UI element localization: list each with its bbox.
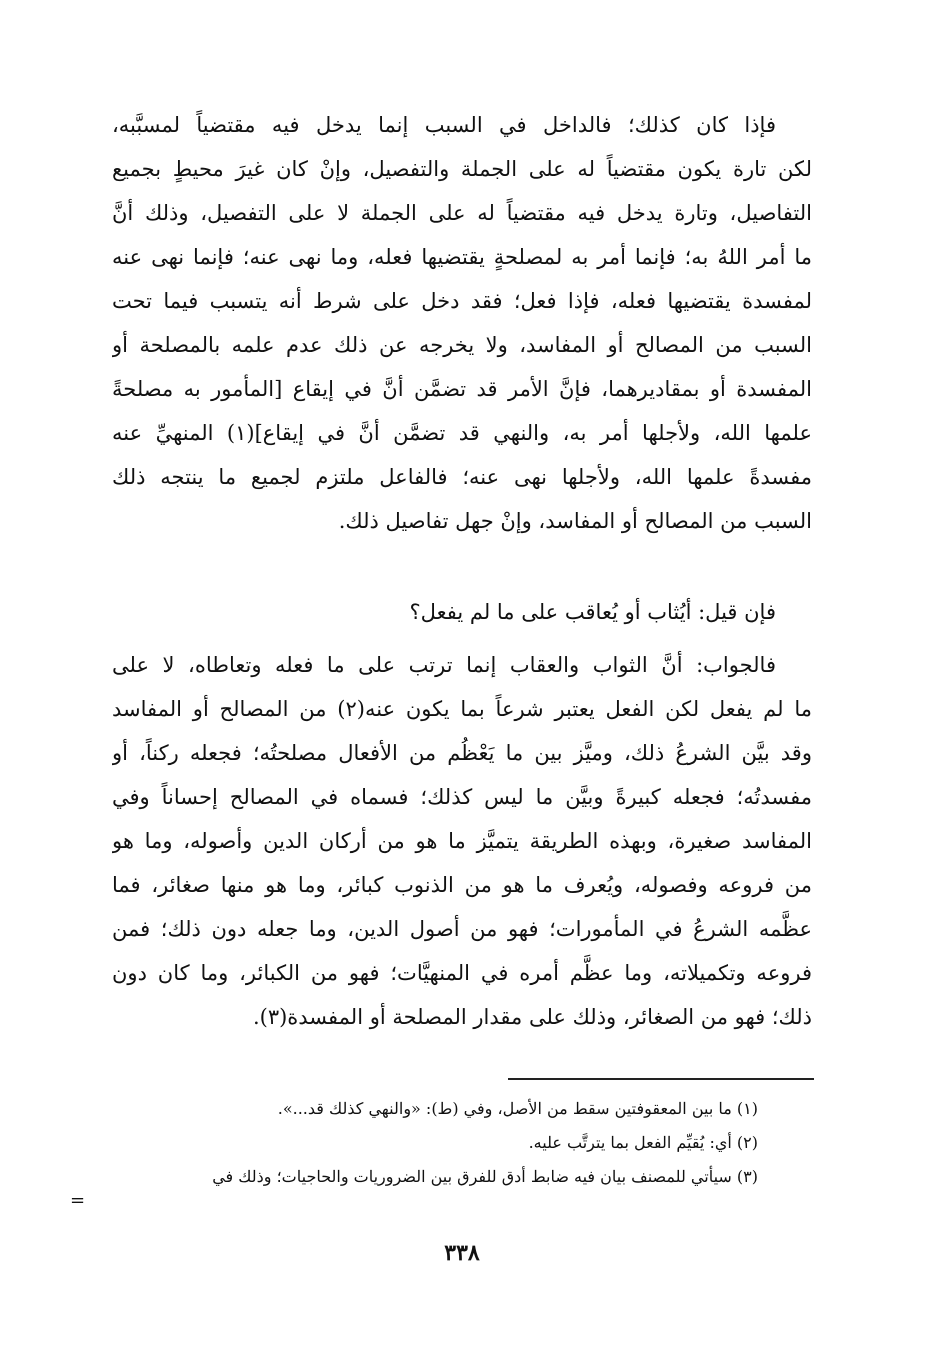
footnote-2: (٢) أي: يُقيِّم الفعل بما يترتَّب عليه. [528,1133,758,1152]
text-line: مفسدةً علمها الله، ولأجلها نهى عنه؛ فالفاعل ملتزم لجميع ما ينتجه ذلك [112,465,812,489]
footnotes [112,1092,758,1194]
text-line: فإذا كان كذلك؛ فالداخل في السبب إنما يدخل فيه مقتضياً لمسبَّبه، [112,113,776,137]
text-line: ما لم يفعل لكن الفعل يعتبر شرعاً بما يكون عنه(٢) من المصالح أو المفاسد [112,697,812,721]
text-line: مفسدتُه؛ فجعله كبيرةً وبيَّن ما ليس كذلك؛ فسماه في المصالح إحساناً وفي [112,785,812,809]
text-line: المفاسد صغيرة، وبهذه الطريقة يتميَّز ما هو من أركان الدين وأصوله، وما هو [112,829,812,853]
text-line: ذلك؛ فهو من الصغائر، وذلك على مقدار المصلحة أو المفسدة(٣). [252,1005,812,1029]
answer-paragraph [112,643,812,1039]
text-line: فالجواب: أنَّ الثواب والعقاب إنما ترتب على ما فعله وتعاطاه، لا على [112,653,776,677]
footnote-continuation-mark: = [70,1190,86,1211]
question-paragraph [112,590,812,634]
text-line: المفسدة أو بمقاديرهما، فإنَّ الأمر قد تضمَّن أنَّ في إيقاع [المأمور به مصلحةً [112,377,812,401]
text-line: لمفسدة يقتضيها فعله، فإذا فعل؛ فقد دخل على شرط أنه يتسبب فيما تحت [112,289,812,313]
text-line: من فروعه وفصوله، ويُعرف ما هو من الذنوب كبائر، وما هو منها صغائر، فما [112,873,812,897]
text-line: لكن تارة يكون مقتضياً له على الجملة والتفصيل، وإنْ كان غيرَ محيطٍ بجميع [112,157,812,181]
footnote-3: (٣) سيأتي للمصنف بيان فيه ضابط أدق للفرق بين الضروريات والحاجيات؛ وذلك في [212,1167,758,1186]
text-line: السبب من المصالح أو المفاسد، وإنْ جهل تفاصيل ذلك. [338,509,812,533]
text-line: فروعه وتكميلاته، وما عظَّم أمره في المنهيَّات؛ فهو من الكبائر، وما كان دون [112,961,812,985]
text-line: وقد بيَّن الشرعُ ذلك، وميَّز بين ما يَعْظُم من الأفعال مصلحتُه؛ فجعله ركناً، أو [112,741,812,765]
footnote-divider [508,1078,814,1080]
text-line: ما أمر اللهُ به؛ فإنما أمر به لمصلحةٍ يقتضيها فعله، وما نهى عنه؛ فإنما نهى عنه [112,245,812,269]
question-line: فإن قيل: أيُثاب أو يُعاقب على ما لم يفعل؟ [409,600,776,624]
footnote-1: (١) ما بين المعقوفتين سقط من الأصل، وفي (ط): «والنهي كذلك قد...». [277,1099,758,1118]
text-line: عظَّمه الشرعُ في المأمورات؛ فهو من أصول الدين، وما جعله دون ذلك؛ فمن [112,917,812,941]
text-line: علمها الله، ولأجلها أمر به، والنهي قد تضمَّن أنَّ في إيقاع](١) المنهيِّ عنه [112,421,812,445]
text-line: السبب من المصالح أو المفاسد، ولا يخرجه عن ذلك عدم علمه بالمصلحة أو [112,333,812,357]
text-line: التفاصيل، وتارة يدخل فيه مقتضياً له على الجملة لا على التفصيل، وذلك أنَّ [112,201,812,225]
page-number: ٣٣٨ [444,1240,480,1266]
main-paragraph [112,103,812,543]
